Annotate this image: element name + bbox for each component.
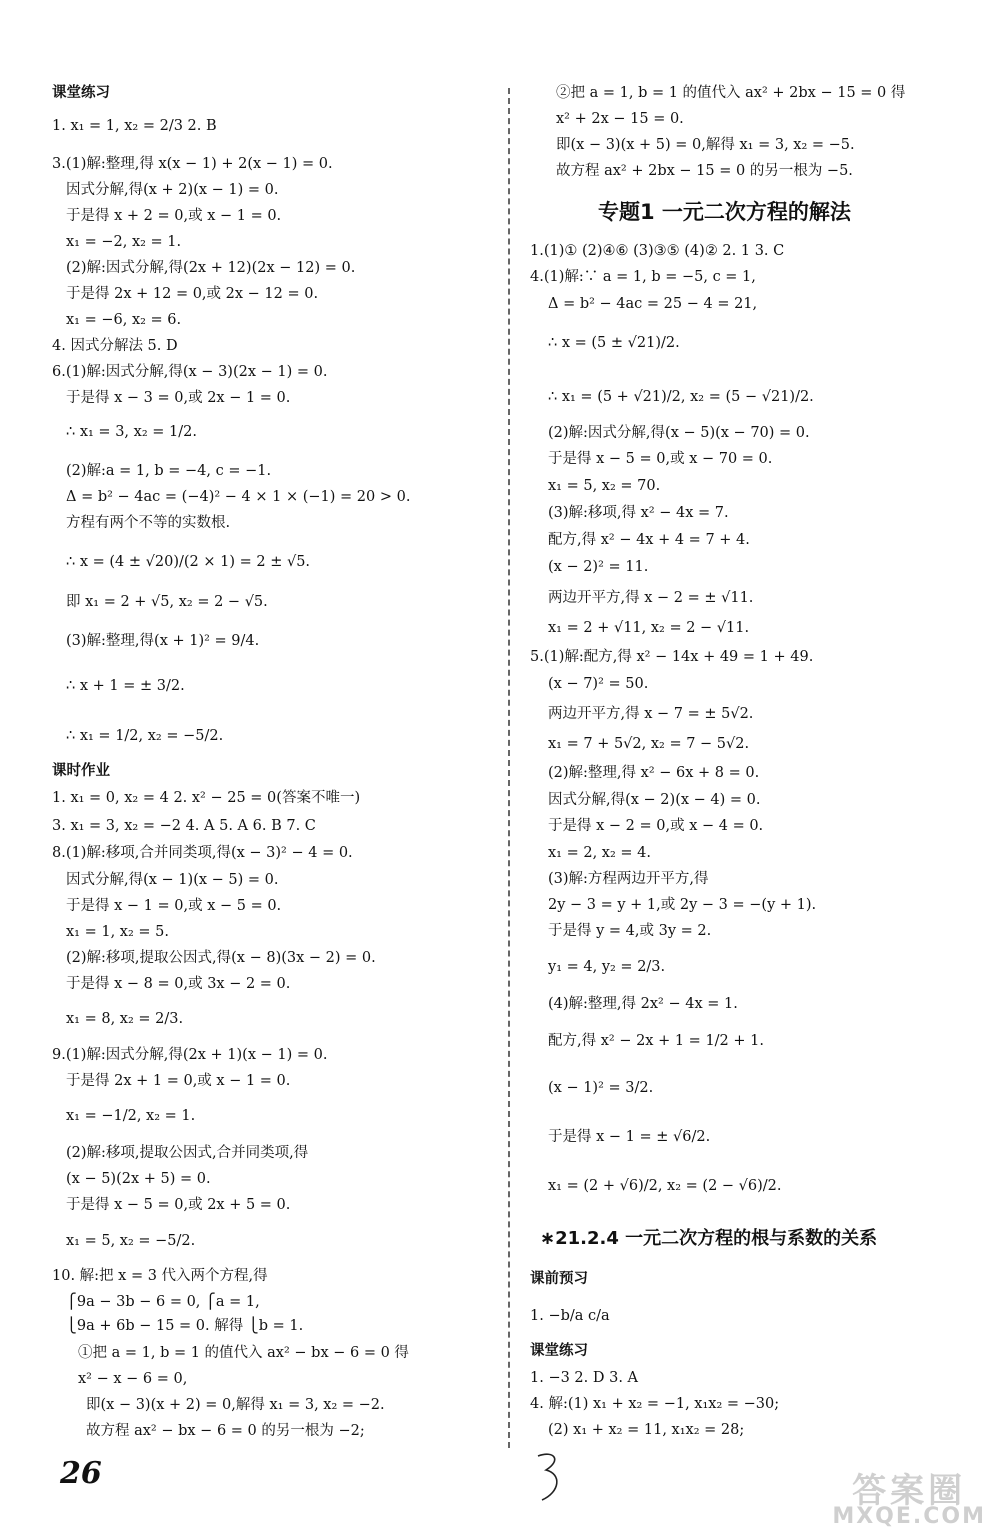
answer-line: 因式分解,得(x + 2)(x − 1) = 0. bbox=[66, 182, 279, 198]
section-heading: 课堂练习 bbox=[530, 1343, 588, 1359]
answer-line: ⎧9a − 3b − 6 = 0, ⎧a = 1, bbox=[66, 1294, 260, 1310]
page-number: 26 bbox=[60, 1456, 102, 1491]
answer-line: ⎩9a + 6b − 15 = 0. 解得 ⎩b = 1. bbox=[66, 1318, 304, 1334]
answer-line: x₁ = 8, x₂ = 2/3. bbox=[66, 1011, 184, 1027]
subsection-title: ∗21.2.4 一元二次方程的根与系数的关系 bbox=[540, 1228, 878, 1249]
answer-line: 2y − 3 = y + 1,或 2y − 3 = −(y + 1). bbox=[548, 897, 817, 913]
answer-line: 即(x − 3)(x + 2) = 0,解得 x₁ = 3, x₂ = −2. bbox=[86, 1397, 385, 1413]
answer-line: 8.(1)解:移项,合并同类项,得(x − 3)² − 4 = 0. bbox=[52, 845, 353, 861]
watermark-url: MXQE.COM bbox=[832, 1504, 986, 1529]
answer-line: (3)解:方程两边开平方,得 bbox=[548, 871, 709, 887]
answer-line: x₁ = −1/2, x₂ = 1. bbox=[66, 1108, 196, 1124]
answer-line: (2)解:移项,提取公因式,得(x − 8)(3x − 2) = 0. bbox=[66, 950, 376, 966]
answer-line: 1. −b/a c/a bbox=[530, 1308, 610, 1324]
answer-line: 于是得 x − 8 = 0,或 3x − 2 = 0. bbox=[66, 976, 291, 992]
answer-line: 于是得 x − 1 = 0,或 x − 5 = 0. bbox=[66, 898, 282, 914]
answer-line: ②把 a = 1, b = 1 的值代入 ax² + 2bx − 15 = 0 得 bbox=[556, 85, 906, 101]
answer-line: (2)解:a = 1, b = −4, c = −1. bbox=[66, 463, 272, 479]
answer-line: 于是得 x + 2 = 0,或 x − 1 = 0. bbox=[66, 208, 282, 224]
answer-line: 配方,得 x² − 2x + 1 = 1/2 + 1. bbox=[548, 1033, 764, 1049]
answer-line: 两边开平方,得 x − 7 = ± 5√2. bbox=[548, 706, 754, 722]
section-heading: 课堂练习 bbox=[52, 85, 110, 101]
answer-line: ∴ x₁ = (5 + √21)/2, x₂ = (5 − √21)/2. bbox=[548, 389, 814, 405]
answer-line: 于是得 2x + 1 = 0,或 x − 1 = 0. bbox=[66, 1073, 291, 1089]
answer-line: (4)解:整理,得 2x² − 4x = 1. bbox=[548, 996, 738, 1012]
answer-line: 因式分解,得(x − 1)(x − 5) = 0. bbox=[66, 872, 279, 888]
answer-line: 1. −3 2. D 3. A bbox=[530, 1370, 639, 1386]
answer-line: x₁ = (2 + √6)/2, x₂ = (2 − √6)/2. bbox=[548, 1178, 782, 1194]
answer-line: x₁ = 2 + √11, x₂ = 2 − √11. bbox=[548, 620, 750, 636]
answer-line: x₁ = −6, x₂ = 6. bbox=[66, 312, 182, 328]
answer-line: 于是得 x − 5 = 0,或 2x + 5 = 0. bbox=[66, 1197, 291, 1213]
answer-line: 4. 解:(1) x₁ + x₂ = −1, x₁x₂ = −30; bbox=[530, 1396, 780, 1412]
answer-line: x² − x − 6 = 0, bbox=[78, 1371, 188, 1387]
answer-line: 于是得 x − 5 = 0,或 x − 70 = 0. bbox=[548, 451, 773, 467]
answer-line: ∴ x₁ = 3, x₂ = 1/2. bbox=[66, 424, 197, 440]
answer-line: 于是得 x − 2 = 0,或 x − 4 = 0. bbox=[548, 818, 764, 834]
answer-line: 即(x − 3)(x + 5) = 0,解得 x₁ = 3, x₂ = −5. bbox=[556, 137, 855, 153]
answer-line: 方程有两个不等的实数根. bbox=[66, 515, 231, 531]
watermark-logo-text: 答案圈 bbox=[852, 1471, 967, 1511]
answer-line: 3. x₁ = 3, x₂ = −2 4. A 5. A 6. B 7. C bbox=[52, 818, 316, 834]
answer-line: (2)解:移项,提取公因式,合并同类项,得 bbox=[66, 1145, 309, 1161]
answer-line: ∴ x = (4 ± √20)/(2 × 1) = 2 ± √5. bbox=[66, 554, 311, 570]
answer-line: (2)解:因式分解,得(2x + 12)(2x − 12) = 0. bbox=[66, 260, 356, 276]
answer-line: Δ = b² − 4ac = (−4)² − 4 × 1 × (−1) = 20 > 0. bbox=[66, 489, 411, 505]
answer-line: 10. 解:把 x = 3 代入两个方程,得 bbox=[52, 1268, 268, 1284]
answer-line: 因式分解,得(x − 2)(x − 4) = 0. bbox=[548, 792, 761, 808]
answer-line: 1.(1)① (2)④⑥ (3)③⑤ (4)② 2. 1 3. C bbox=[530, 243, 785, 259]
answer-line: x₁ = 5, x₂ = −5/2. bbox=[66, 1233, 196, 1249]
answer-line: 故方程 ax² + 2bx − 15 = 0 的另一根为 −5. bbox=[556, 163, 853, 179]
answer-line: ∴ x₁ = 1/2, x₂ = −5/2. bbox=[66, 728, 224, 744]
answer-line: 1. x₁ = 0, x₂ = 4 2. x² − 25 = 0(答案不唯一) bbox=[52, 790, 361, 806]
answer-line: ∴ x = (5 ± √21)/2. bbox=[548, 335, 680, 351]
answer-line: 故方程 ax² − bx − 6 = 0 的另一根为 −2; bbox=[86, 1423, 365, 1439]
section-heading: 课时作业 bbox=[52, 763, 110, 779]
handwritten-scribble bbox=[532, 1448, 572, 1508]
answer-line: 4. 因式分解法 5. D bbox=[52, 338, 178, 354]
answer-line: 9.(1)解:因式分解,得(2x + 1)(x − 1) = 0. bbox=[52, 1047, 328, 1063]
answer-line: 于是得 2x + 12 = 0,或 2x − 12 = 0. bbox=[66, 286, 319, 302]
answer-line: 两边开平方,得 x − 2 = ± √11. bbox=[548, 590, 754, 606]
answer-line: 于是得 x − 3 = 0,或 2x − 1 = 0. bbox=[66, 390, 291, 406]
answer-line: y₁ = 4, y₂ = 2/3. bbox=[548, 959, 666, 975]
answer-line: (3)解:整理,得(x + 1)² = 9/4. bbox=[66, 633, 260, 649]
answer-line: 配方,得 x² − 4x + 4 = 7 + 4. bbox=[548, 532, 750, 548]
topic-title: 专题1 一元二次方程的解法 bbox=[598, 200, 851, 224]
answer-line: x₁ = 5, x₂ = 70. bbox=[548, 478, 661, 494]
section-heading: 课前预习 bbox=[530, 1271, 588, 1287]
answer-line: x₁ = 7 + 5√2, x₂ = 7 − 5√2. bbox=[548, 736, 750, 752]
answer-line: (x − 1)² = 3/2. bbox=[548, 1080, 654, 1096]
answer-line: 3.(1)解:整理,得 x(x − 1) + 2(x − 1) = 0. bbox=[52, 156, 333, 172]
answer-line: (x − 7)² = 50. bbox=[548, 676, 649, 692]
answer-line: (2)解:整理,得 x² − 6x + 8 = 0. bbox=[548, 765, 760, 781]
answer-line: 4.(1)解:∵ a = 1, b = −5, c = 1, bbox=[530, 269, 756, 285]
answer-line: 1. x₁ = 1, x₂ = 2/3 2. B bbox=[52, 118, 217, 134]
answer-line: (2) x₁ + x₂ = 11, x₁x₂ = 28; bbox=[548, 1422, 745, 1438]
answer-line: 6.(1)解:因式分解,得(x − 3)(2x − 1) = 0. bbox=[52, 364, 328, 380]
answer-line: 5.(1)解:配方,得 x² − 14x + 49 = 1 + 49. bbox=[530, 649, 814, 665]
column-divider bbox=[508, 88, 510, 1448]
answer-line: 即 x₁ = 2 + √5, x₂ = 2 − √5. bbox=[66, 594, 268, 610]
answer-line: ①把 a = 1, b = 1 的值代入 ax² − bx − 6 = 0 得 bbox=[78, 1345, 409, 1361]
answer-line: (x − 5)(2x + 5) = 0. bbox=[66, 1171, 211, 1187]
answer-line: (3)解:移项,得 x² − 4x = 7. bbox=[548, 505, 729, 521]
answer-line: (2)解:因式分解,得(x − 5)(x − 70) = 0. bbox=[548, 425, 810, 441]
answer-line: ∴ x + 1 = ± 3/2. bbox=[66, 678, 185, 694]
answer-line: 于是得 y = 4,或 3y = 2. bbox=[548, 923, 712, 939]
watermark bbox=[832, 1471, 986, 1530]
answer-line: 于是得 x − 1 = ± √6/2. bbox=[548, 1129, 711, 1145]
answer-line: Δ = b² − 4ac = 25 − 4 = 21, bbox=[548, 296, 758, 312]
answer-line: x₁ = −2, x₂ = 1. bbox=[66, 234, 182, 250]
answer-line: x² + 2x − 15 = 0. bbox=[556, 111, 684, 127]
answer-line: x₁ = 2, x₂ = 4. bbox=[548, 845, 651, 861]
answer-line: (x − 2)² = 11. bbox=[548, 559, 649, 575]
answer-line: x₁ = 1, x₂ = 5. bbox=[66, 924, 169, 940]
